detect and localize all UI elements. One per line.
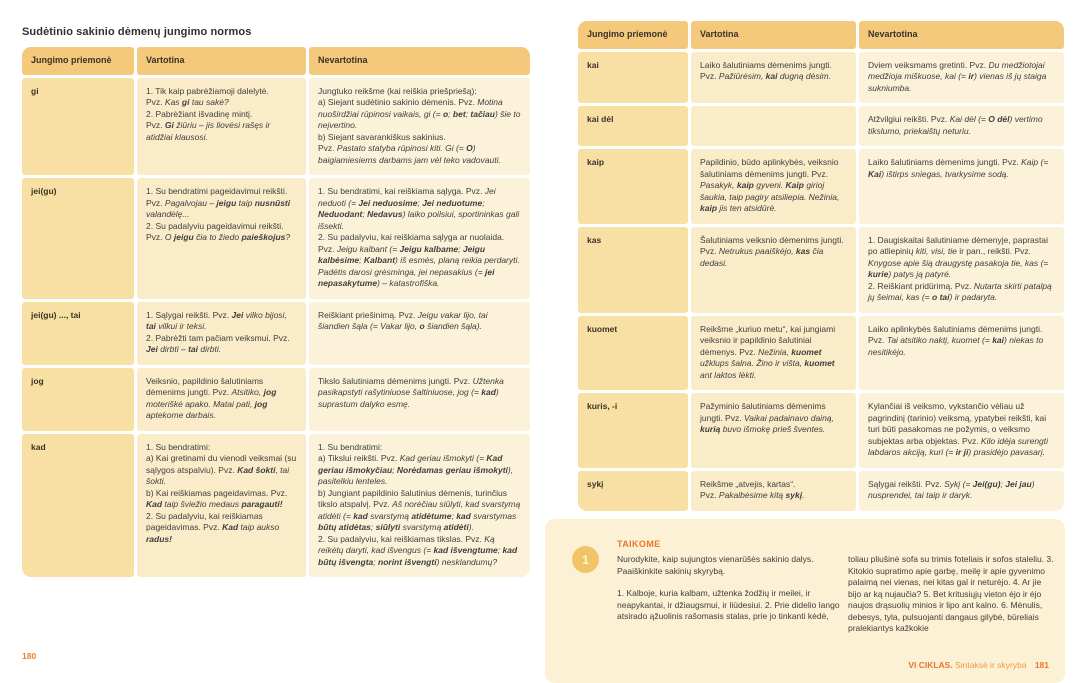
table-row-term: jei(gu) xyxy=(22,178,134,299)
table-cell-vartotina: Šalutiniams veiksnio dėmenims jungti. Pvz. Netrukus paaiškėjo, kas čia dedasi. xyxy=(691,227,856,313)
table-cell-nevartotina: Laiko aplinkybės šalutiniams dėmenims jungti. Pvz. Tai atsitiko naktį, kuomet (= kai) niekas to nesitikėjo. xyxy=(859,316,1064,391)
exercise-text-column-2 xyxy=(848,554,1054,635)
column-header-nevartotina: Nevartotina xyxy=(309,47,530,75)
column-header-vartotina: Vartotina xyxy=(137,47,306,75)
table-cell-nevartotina: Dviem veiksmams gretinti. Pvz. Du medžiotojai medžioja miškuose, kai (= ir) vienas iš jų staiga sukniumba. xyxy=(859,52,1064,104)
table-cell-vartotina xyxy=(691,106,856,146)
table-cell-vartotina: 1. Tik kaip pabrėžiamoji dalelytė. Pvz. Kas gi tau sakė? 2. Pabrėžiant išvadinę mintį. Pvz. Gi žiūriu – jis liovėsi rašęs ir atidžiai klausosi. xyxy=(137,78,306,176)
column-header-jungimo-priemone: Jungimo priemonė xyxy=(22,47,134,75)
table-cell-vartotina: 1. Su bendratimi pageidavimui reikšti. Pvz. Pagalvojau – jeigu taip nusnūsti valandėlę... 2. Su padalyviu pageidavimui reikšti. Pvz. O jeigu čia to žiedo paieškojus? xyxy=(137,178,306,299)
exercise-sentences-part-2: toliau pliušinė sofa su trimis foteliais ir sofos staleliu. 3. Kitokio supratimo apie garbę, meilę ir apie gyvenimo palaimą nei vienas, nei kitas gal ir neturėjo. 4. Ar jie bijo ar ką nujaučia? 5. Bet kritusiųjų vieton ėjo ir ėjo naujos drąsuolių minios ir lipo ant kalno. 6. Mėnulis, debesys, tyla, pulsuojanti dangaus gilybė, būreliais pralekiantys kažkokie xyxy=(848,554,1054,633)
table-cell-nevartotina: Kylančiai iš veiksmo, vykstančio vėliau už pagrindinį (tarinio) veiksmą, ypatybei reikšti, kai turi būti pasakomas ne požymis, o veiksmo subjektas arba objektas. Pvz. Kilo idėja surengti labdaros akciją, kuri (= ir ji) prasidėjo pavasarį. xyxy=(859,393,1064,468)
page-left xyxy=(22,26,530,577)
table-row-term: kai dėl xyxy=(578,106,688,146)
table-row-term: kaip xyxy=(578,149,688,224)
table-cell-vartotina: 1. Sąlygai reikšti. Pvz. Jei vilko bijosi, tai vilkui ir teksi. 2. Pabrėžti tam pačiam veiksmui. Pvz. Jei dirbti – tai dirbti. xyxy=(137,302,306,365)
table-cell-vartotina: Reikšme „kuriuo metu“, kai jungiami veiksnio ir papildinio šalutiniai dėmenys. Pvz. Nežinia, kuomet užklups šalna. Žino ir višta, kuomet ant laktos lėkti. xyxy=(691,316,856,391)
table-cell-vartotina: Papildinio, būdo aplinkybės, veiksnio šalutiniams dėmenims jungti. Pvz. Pasakyk, kaip gyveni. Kaip girioj šaukia, taip pagiry atsiliepia. Nežinia, kaip jis ten atsidūrė. xyxy=(691,149,856,224)
page-number-right: 181 xyxy=(1034,660,1049,670)
table-cell-nevartotina: Tikslo šalutiniams dėmenims jungti. Pvz. Užtenka pasikapstyti rašytiniuose šaltiniuose, jog (= kad) suprastum dalyko esmę. xyxy=(309,368,530,431)
table-cell-nevartotina: 1. Daugiskaitai šalutiniame dėmenyje, paprastai po atliepinių kiti, visi, tie ir pan., reikšti. Pvz. Knygose apie šią draugystę pasakoja tie, kas (= kurie) patys ją patyrė. 2. Reiškiant pridūrimą. Pvz. Nutarta skirti patalpą jų šeimai, kas (= o tai) ir padaryta. xyxy=(859,227,1064,313)
exercise-intro: Nurodykite, kaip sujungtos vienarūšės sakinio dalys. Paaiškinkite sakinių skyrybą. xyxy=(617,554,814,576)
page-right xyxy=(578,21,1064,511)
norms-table-right xyxy=(578,21,1064,511)
table-cell-nevartotina: 1. Su bendratimi: a) Tikslui reikšti. Pvz. Kad geriau išmokyti (= Kad geriau išmokyčiau; Norėdamas geriau išmokyti), pasitelkiu lenteles. b) Jungiant papildinio šalutinius dėmenis, turinčius tikslo atspalvį. Pvz. Aš norėčiau siūlyti, kad svarstymą atidėti (= kad svarstymą atidėtume; kad svarstymas būtų atidėtas; siūlyti svarstymą atidėti). 2. Su padalyviu, kai reiškiamas tikslas. Pvz. Ką reikėtų daryti, kad išvengus (= kad išvengtume; kad būtų išvengta; norint išvengti) nesklandumų? xyxy=(309,434,530,578)
table-row-term: kad xyxy=(22,434,134,578)
table-cell-nevartotina: Laiko šalutiniams dėmenims jungti. Pvz. Kaip (= Kai) ištirps sniegas, tvarkysime sodą. xyxy=(859,149,1064,224)
footer-section-label: Sintaksė ir skyryba xyxy=(955,660,1027,670)
table-cell-vartotina: Reikšme „atvejis, kartas“. Pvz. Pakalbėsime kitą sykį. xyxy=(691,471,856,511)
table-cell-nevartotina: Atžvilgiui reikšti. Pvz. Kai dėl (= O dėl) vertimo tikslumo, priekaištų neturiu. xyxy=(859,106,1064,146)
table-cell-vartotina: Pažyminio šalutiniams dėmenims jungti. Pvz. Vaikai padainavo dainą, kurią buvo išmokę prieš šventes. xyxy=(691,393,856,468)
table-row-term: jei(gu) ..., tai xyxy=(22,302,134,365)
table-cell-vartotina: Veiksnio, papildinio šalutiniams dėmenims jungti. Pvz. Atsitiko, jog moteriškė apako. Matai pati, jog aptekome darbais. xyxy=(137,368,306,431)
column-header-vartotina: Vartotina xyxy=(691,21,856,49)
table-row-term: sykį xyxy=(578,471,688,511)
table-row-term: kai xyxy=(578,52,688,104)
table-row-term: gi xyxy=(22,78,134,176)
table-row-term: jog xyxy=(22,368,134,431)
table-cell-nevartotina: Sąlygai reikšti. Pvz. Sykį (= Jei(gu); Jei jau) nusprendei, tai taip ir daryk. xyxy=(859,471,1064,511)
exercise-number-badge: 1 xyxy=(572,546,599,573)
exercise-sentences-part-1: 1. Kalboje, kuria kalbam, užtenka žodžių ir meilei, ir neapykantai, ir džiaugsmui, ir liūdesiui. 2. Prie didelio lango atsirado ąžuolinis rašomasis stalas, prie jo tinkanti kėdė, xyxy=(617,588,840,621)
table-cell-nevartotina: Reiškiant priešinimą. Pvz. Jeigu vakar lijo, tai šiandien šąla (= Vakar lijo, o šiandien šąla). xyxy=(309,302,530,365)
exercise-text-column-1 xyxy=(617,554,845,623)
table-row-term: kuomet xyxy=(578,316,688,391)
table-row-term: kas xyxy=(578,227,688,313)
page-number-left: 180 xyxy=(22,651,37,661)
column-header-jungimo-priemone: Jungimo priemonė xyxy=(578,21,688,49)
table-cell-vartotina: Laiko šalutiniams dėmenims jungti. Pvz. Pažiūrėsim, kai dugną dėsim. xyxy=(691,52,856,104)
table-cell-nevartotina: Jungtuko reikšme (kai reiškia priešpriešą): a) Siejant sudėtinio sakinio dėmenis. Pvz. Motina nuoširdžiai rūpinosi vaikais, gi (= o; bet; tačiau) šie to neįvertino. b) Siejant savarankiškus sakinius. Pvz. Pastato statyba rūpinosi kiti. Gi (= O) baigiamiesiems darbams jam vėl teko vadovauti. xyxy=(309,78,530,176)
footer-cycle-label: VI CIKLAS. xyxy=(908,660,953,670)
table-cell-vartotina: 1. Su bendratimi: a) Kai gretinami du vienodi veiksmai (su sąlygos atspalviu). Pvz. Kad šokti, tai šokti. b) Kai reiškiamas pageidavimas. Pvz. Kad taip šviežio medaus paragauti! 2. Su padalyviu, kai reiškiamas pageidavimas. Pvz. Kad taip aukso radus! xyxy=(137,434,306,578)
table-row-term: kuris, -i xyxy=(578,393,688,468)
exercise-box-taikome xyxy=(545,519,1065,683)
norms-table-left xyxy=(22,47,530,577)
table-cell-nevartotina: 1. Su bendratimi, kai reiškiama sąlyga. Pvz. Jei neduoti (= Jei neduosime; Jei neduotume; Neduodant; Nedavus) laiko poilsiui, sportininkas gali išsekti. 2. Su padalyviu, kai reiškiama sąlyga ar nuolaida. Pvz. Jeigu kalbant (= Jeigu kalbame; Jeigu kalbėsime; Kalbant) iš esmės, planą reikia perdaryti. Padėtis darosi grėsminga, jei nepasakius (= jei nepasakytume) – katastrofiška. xyxy=(309,178,530,299)
column-header-nevartotina: Nevartotina xyxy=(859,21,1064,49)
exercise-label: TAIKOME xyxy=(617,539,661,549)
footer-right xyxy=(908,660,1049,670)
page-title: Sudėtinio sakinio dėmenų jungimo normos xyxy=(22,26,252,38)
